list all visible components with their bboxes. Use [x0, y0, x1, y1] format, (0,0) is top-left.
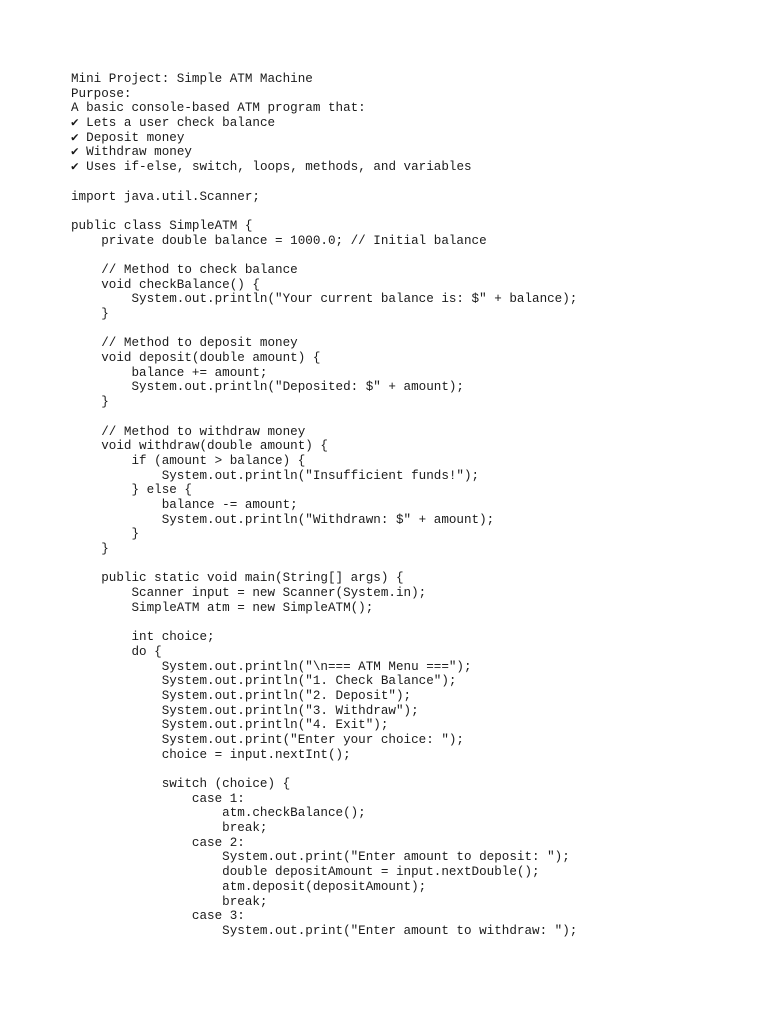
- document-page: [71, 72, 751, 939]
- code-line: SimpleATM atm = new SimpleATM();: [71, 600, 374, 615]
- code-comment: // Method to withdraw money: [71, 424, 306, 439]
- code-line: } else {: [71, 483, 192, 498]
- code-line: System.out.println("3. Withdraw");: [71, 703, 419, 718]
- feature-item: ✔ Withdraw money: [71, 145, 192, 160]
- code-line: if (amount > balance) {: [71, 453, 306, 468]
- code-line: System.out.println("Withdrawn: $" + amount);: [71, 512, 495, 527]
- code-line: }: [71, 527, 140, 542]
- code-line: public class SimpleATM {: [71, 218, 253, 233]
- code-line: case 1:: [71, 791, 245, 806]
- blank-line: [71, 175, 751, 190]
- code-line: int choice;: [71, 630, 215, 645]
- code-line: System.out.print("Enter your choice: ");: [71, 732, 464, 747]
- code-line: void deposit(double amount) {: [71, 351, 321, 366]
- code-line: balance -= amount;: [71, 497, 298, 512]
- code-line: break;: [71, 821, 268, 836]
- code-line: Scanner input = new Scanner(System.in);: [71, 586, 427, 601]
- code-line: do {: [71, 644, 162, 659]
- doc-title: Mini Project: Simple ATM Machine: [71, 72, 313, 86]
- code-line: System.out.println("4. Exit");: [71, 718, 389, 733]
- code-line: public static void main(String[] args) {: [71, 571, 404, 586]
- code-line: atm.deposit(depositAmount);: [71, 879, 427, 894]
- code-line: switch (choice) {: [71, 777, 291, 791]
- blank-line: [71, 557, 751, 572]
- blank-line: [71, 762, 751, 777]
- code-line: choice = input.nextInt();: [71, 747, 351, 762]
- code-line: }: [71, 307, 109, 321]
- blank-line: [71, 248, 751, 263]
- blank-line: [71, 410, 751, 425]
- blank-line: [71, 204, 751, 219]
- purpose-text: A basic console-based ATM program that:: [71, 101, 366, 116]
- feature-item: ✔ Lets a user check balance: [71, 116, 276, 131]
- code-line: void withdraw(double amount) {: [71, 439, 328, 454]
- code-line: import java.util.Scanner;: [71, 189, 260, 204]
- blank-line: [71, 615, 751, 630]
- code-line: case 3:: [71, 909, 245, 924]
- feature-item: ✔ Uses if-else, switch, loops, methods, and variables: [71, 160, 472, 175]
- code-line: System.out.println("\n=== ATM Menu ===");: [71, 659, 472, 674]
- code-comment: // Method to check balance: [71, 262, 298, 277]
- code-line: double depositAmount = input.nextDouble();: [71, 865, 540, 880]
- code-comment: // Method to deposit money: [71, 336, 298, 351]
- code-line: System.out.println("Insufficient funds!");: [71, 468, 480, 483]
- code-line: }: [71, 395, 109, 410]
- code-line: void checkBalance() {: [71, 277, 260, 292]
- code-line: }: [71, 542, 109, 556]
- code-line: System.out.println("2. Deposit");: [71, 688, 412, 703]
- code-line: System.out.println("Deposited: $" + amount);: [71, 380, 464, 395]
- code-line: balance += amount;: [71, 365, 268, 380]
- feature-item: ✔ Deposit money: [71, 130, 185, 145]
- blank-line: [71, 322, 751, 337]
- code-line: System.out.println("1. Check Balance");: [71, 674, 457, 689]
- code-line: case 2:: [71, 835, 245, 850]
- code-line: System.out.print("Enter amount to deposit: ");: [71, 850, 570, 865]
- code-line: System.out.print("Enter amount to withdraw: ");: [71, 923, 578, 938]
- code-line: break;: [71, 894, 268, 909]
- code-line: System.out.println("Your current balance is: $" + balance);: [71, 292, 578, 307]
- purpose-heading: Purpose:: [71, 86, 132, 101]
- code-line: private double balance = 1000.0; // Initial balance: [71, 233, 487, 248]
- code-line: atm.checkBalance();: [71, 806, 366, 821]
